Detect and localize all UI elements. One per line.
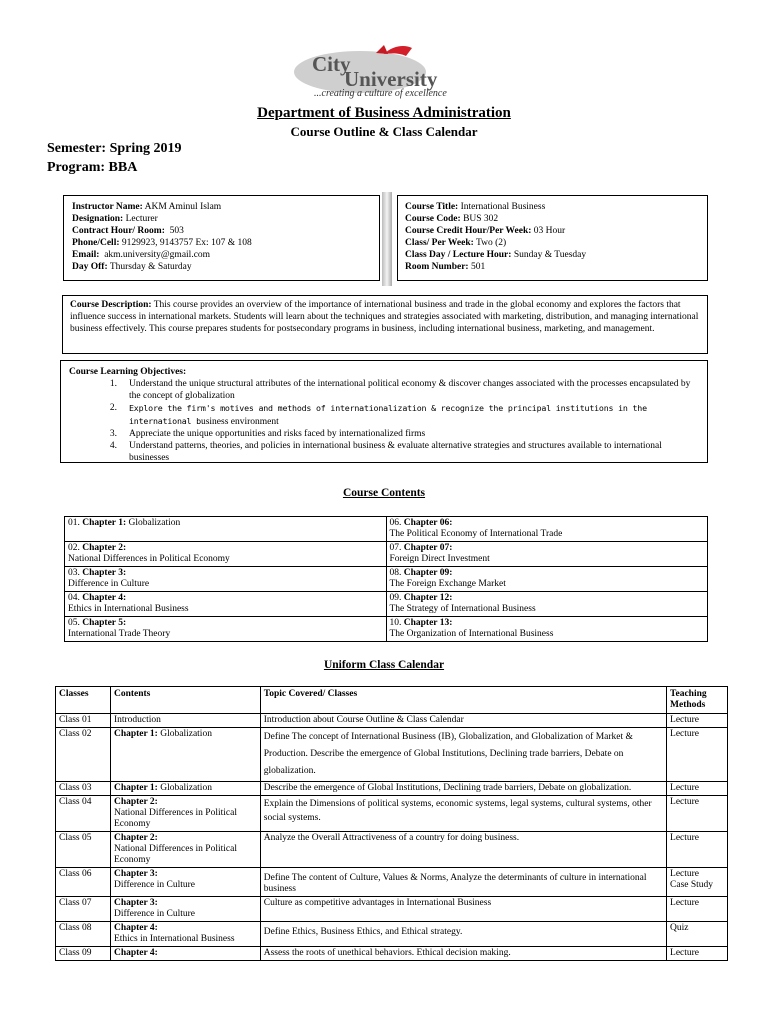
objective-item: 1. Understand the unique structural attributes of the international political economy & discover changes associated with the processes encapsulated by the concept of globalization [109,379,691,401]
course-title-row: Course Title: International Business [405,202,546,212]
content-cell: 09. Chapter 12: The Strategy of International Business [386,592,708,617]
table-row: Class 05 Chapter 2: National Differences in Political Economy Analyze the Overall Attractiveness of a country for doing business. Lecture [56,832,728,868]
learning-objectives-box [60,360,708,463]
table-row [65,567,708,592]
program-label: Program: BBA [47,160,138,175]
content-cell: 05. Chapter 5: International Trade Theory [65,617,387,642]
day-off-row: Day Off: Thursday & Saturday [72,262,192,272]
class-day-row: Class Day / Lecture Hour: Sunday & Tuesday [405,250,587,260]
logo-text-university: University [344,67,438,91]
content-cell: 03. Chapter 3: Difference in Culture [65,567,387,592]
room-number-row: Room Number: 501 [405,262,486,272]
course-code-row: Course Code: BUS 302 [405,214,499,224]
table-row: Class 03 Chapter 1: Globalization Describe the emergence of Global Institutions, Declining trade barriers, Debate on globalization. Lecture [56,782,728,796]
content-cell: 02. Chapter 2: National Differences in Political Economy [65,542,387,567]
credit-hour-row: Course Credit Hour/Per Week: 03 Hour [405,226,566,236]
outline-title: Course Outline & Class Calendar [290,124,478,139]
table-row [65,542,708,567]
content-cell: 08. Chapter 09: The Foreign Exchange Market [386,567,708,592]
content-cell: 06. Chapter 06: The Political Economy of International Trade [386,517,708,542]
table-row [65,592,708,617]
logo-tagline: ...creating a culture of excellence [314,88,447,99]
logo-text-city: City [312,52,351,76]
col-header-contents: Contents [110,687,260,714]
department-title: Department of Business Administration [257,105,511,121]
box-divider [382,192,392,286]
phone-row: Phone/Cell: 9129923, 9143757 Ex: 107 & 108 [72,238,252,248]
content-cell: 01. Chapter 1: Globalization [65,517,387,542]
objective-item: 2. Explore the firm's motives and methods of internationalization & recognize the principal institutions in the international business environment [109,403,647,427]
class-calendar-table [55,686,728,961]
table-row: Class 06 Chapter 3: Difference in Culture Define The content of Culture, Values & Norms, Analyze the determinants of culture in international business Lecture Case Study [56,868,728,897]
col-header-topic: Topic Covered/ Classes [260,687,666,714]
table-row: Class 08 Chapter 4: Ethics in International Business Define Ethics, Business Ethics, and Ethical strategy. Quiz [56,922,728,947]
university-logo [292,42,474,108]
class-calendar-title: Uniform Class Calendar [323,659,445,671]
instructor-name-row: Instructor Name: AKM Aminul Islam [72,202,222,212]
class-per-week-row: Class/ Per Week: Two (2) [405,238,507,248]
table-row: Class 07 Chapter 3: Difference in Culture Culture as competitive advantages in International Business Lecture [56,897,728,922]
email-row: Email: akm.university@gmail.com [72,250,211,260]
table-row [65,517,708,542]
contract-hour-row: Contract Hour/ Room: 503 [72,226,184,236]
content-cell: 07. Chapter 07: Foreign Direct Investment [386,542,708,567]
table-header-row [56,687,728,714]
semester-label: Semester: Spring 2019 [47,141,182,156]
description-label: Course Description: [70,300,152,310]
col-header-methods: Teaching Methods [667,687,728,714]
course-contents-title: Course Contents [342,487,426,499]
instructor-info-box [63,195,380,281]
table-row: Class 09 Chapter 4: Assess the roots of unethical behaviors. Ethical decision making. Lecture [56,947,728,961]
course-description-box [62,295,708,354]
objective-item: 4. Understand patterns, theories, and policies in international business & evaluate alternative strategies and structures available to international businesses [109,441,662,463]
table-row: Class 01 Introduction Introduction about Course Outline & Class Calendar Lecture [56,714,728,728]
content-cell: 10. Chapter 13: The Organization of International Business [386,617,708,642]
course-contents-table [64,516,708,642]
table-row [65,617,708,642]
designation-row: Designation: Lecturer [72,214,158,224]
content-cell: 04. Chapter 4: Ethics in International Business [65,592,387,617]
objectives-label: Course Learning Objectives: [69,367,187,377]
description-text: This course provides an overview of the importance of international business and trade in the global economy and explores the factors that influence success in international markets. Students will learn about the techniques and strategies associated with marketing, distribution, and managing international business effectively. This course prepares students for postsecondary programs in business, including international business, marketing, and management. [70,300,699,334]
table-row: Class 02 Chapter 1: Globalization Define The concept of International Business (IB), Globalization, and Globalization of Market & Production. Describe the emergence of Global Institutions, Declining trade barriers, Debate on globalization. Lecture [56,728,728,782]
objective-item: 3. Appreciate the unique opportunities and risks faced by internationalized firms [109,429,426,439]
course-info-box [397,195,708,281]
table-row: Class 04 Chapter 2: National Differences in Political Economy Explain the Dimensions of political systems, economic systems, legal systems, cultural systems, other social systems. Lecture [56,796,728,832]
col-header-classes: Classes [56,687,111,714]
